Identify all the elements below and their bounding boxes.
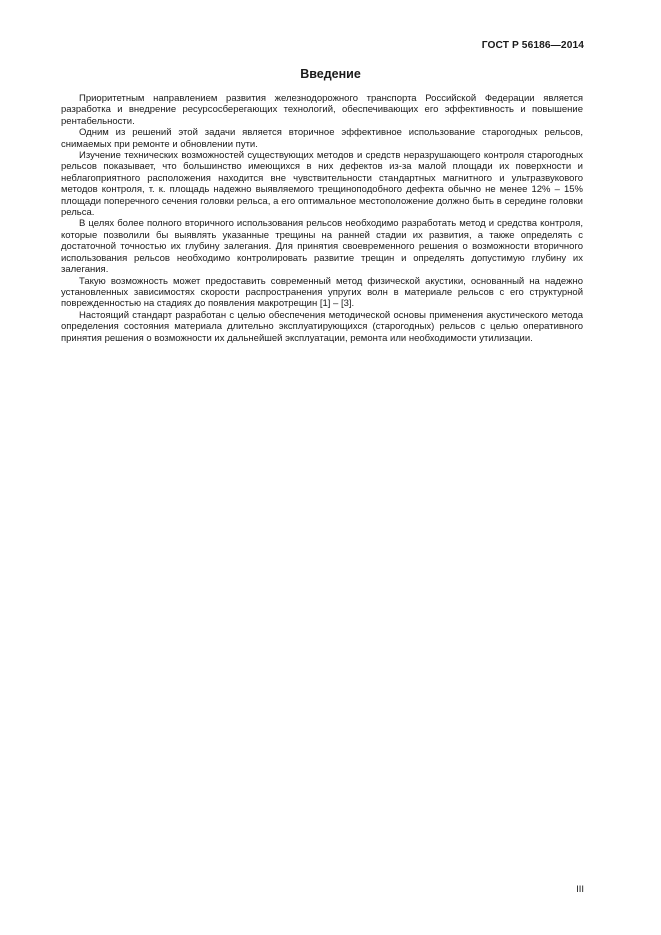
paragraph-5: Такую возможность может предоставить современный метод физической акустики, основанный на надежно установленных зависимостях скорости распространения упругих волн в материале рельсов с его структурной поврежденностью на стадиях до появления макротрещин [1] – [3]. (61, 275, 583, 310)
body-text (61, 93, 583, 344)
paragraph-6: Настоящий стандарт разработан с целью обеспечения методической основы применения акустического метода определения состояния материала длительно эксплуатирующихся (старогодных) рельсов с целью оперативного принятия решения о возможности их дальнейшей эксплуатации, ремонта или необходимости утилизации. (61, 309, 583, 344)
paragraph-2: Одним из решений этой задачи является вторичное эффективное использование старогодных рельсов, снимаемых при ремонте и обновлении пути. (61, 127, 583, 150)
paragraph-3: Изучение технических возможностей существующих методов и средств неразрушающего контроля старогодных рельсов показывает, что большинство имеющихся в них дефектов из-за малой площади их поверхности и неблагоприятного расположения находится вне чувствительности стандартных магнитного и ультразвукового методов контроля, т. к. площадь надежно выявляемого трещиноподобного дефекта обычно не менее 12% – 15% площади поперечного сечения головки рельса, а его оптимальное местоположение должно быть в середине головки рельса. (61, 150, 583, 219)
section-title: Введение (300, 67, 361, 81)
document-code: ГОСТ Р 56186—2014 (481, 40, 584, 51)
page-number: III (576, 884, 584, 895)
paragraph-1: Приоритетным направлением развития железнодорожного транспорта Российской Федерации является разработка и внедрение ресурсосберегающих технологий, обеспечивающих его эффективность и повышение рентабельности. (61, 93, 583, 127)
paragraph-4: В целях более полного вторичного использования рельсов необходимо разработать метод и средства контроля, которые позволили бы выявлять указанные трещины на ранней стадии их развития, а также определять с достаточной точностью их глубину залегания. Для принятия своевременного решения о возможности вторичного использования рельсов необходимо контролировать развитие трещин и определять допустимую глубину их залегания. (61, 218, 583, 276)
